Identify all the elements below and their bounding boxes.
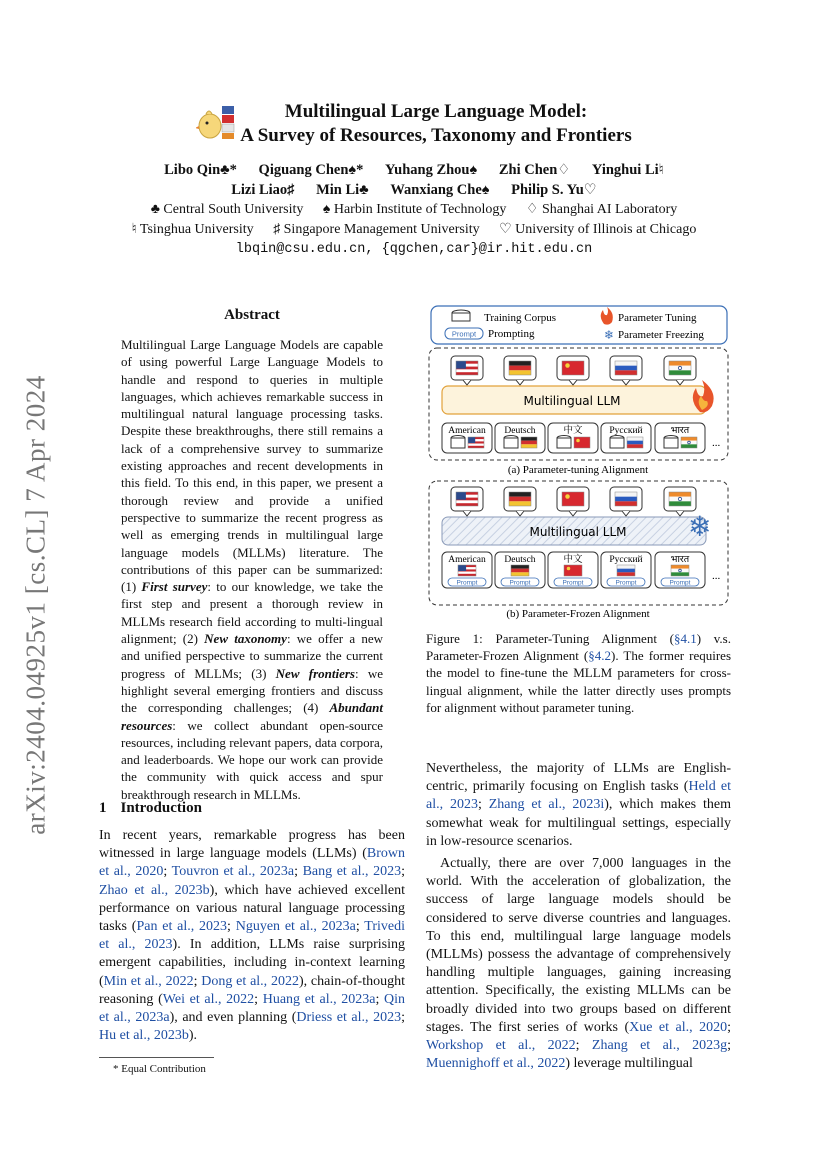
section-heading [99, 800, 202, 817]
citation-link[interactable]: Muennighoff et al., 2022 [426, 1056, 566, 1072]
author: Qiguang Chen♠* [258, 162, 364, 178]
corpus-icon [610, 436, 624, 449]
flag-us-icon [468, 437, 484, 448]
speech-bubble [504, 487, 536, 516]
author: Yuhang Zhou♠ [384, 162, 478, 178]
arxiv-stamp [14, 370, 58, 840]
corpus-icon [504, 436, 518, 449]
flag-cn-icon [564, 565, 582, 576]
prompt-tag-label: Prompt [669, 579, 691, 587]
legend-tuning-label: Parameter Tuning [618, 312, 697, 324]
author: Wanxiang Che♠ [390, 182, 490, 198]
flag-us-icon [456, 492, 478, 506]
title-line-1: Multilingual Large Language Model: [284, 101, 588, 122]
language-label: Deutsch [504, 555, 536, 565]
citation-link[interactable]: Held et al., 2023 [426, 779, 731, 813]
language-card [442, 552, 492, 588]
subcaption-a: (a) Parameter-tuning Alignment [507, 464, 649, 476]
abstract-emph: Abundant resources [121, 700, 383, 733]
abstract-run: : we collect abundant open-source resources, including relevant papers, data corpora, and leaderboards. We hope our work can provide the community with quick access and spur breakthrough research in MLLMs. [121, 717, 383, 802]
snowflake-icon: ❄ [604, 328, 615, 342]
flag-us-icon [456, 361, 478, 375]
authors-line-1 [80, 160, 748, 180]
affiliations-line-1 [80, 200, 748, 220]
citation-link[interactable]: Qin et al., 2023a [99, 991, 406, 1026]
abstract-emph: New taxonomy [204, 631, 287, 647]
language-label: Deutsch [504, 426, 536, 436]
legend-prompting-label: Prompting [488, 328, 535, 340]
speech-bubble [610, 487, 642, 516]
citation-link[interactable]: Huang et al., 2023a [262, 991, 376, 1007]
abstract-emph: First survey [141, 579, 208, 595]
language-card [548, 423, 598, 453]
speech-bubble [504, 356, 536, 385]
citation-link[interactable]: Wei et al., 2022 [162, 991, 255, 1007]
title-line-2: A Survey of Resources, Taxonomy and Frontiers [240, 125, 632, 146]
prompt-tag [607, 578, 645, 587]
speech-bubble [451, 356, 483, 385]
speech-bubble [557, 356, 589, 385]
flag-de-icon [521, 437, 537, 448]
prompt-tag-label: Prompt [562, 579, 584, 587]
citation-link[interactable]: Nguyen et al., 2023a [235, 919, 356, 935]
speech-bubble [610, 356, 642, 385]
legend-prompt-tag: Prompt [451, 329, 477, 339]
author: Zhi Chen♢ [498, 162, 571, 178]
llm-label: Multilingual LLM [529, 525, 627, 539]
citation-link[interactable]: Xue et al., 2020 [629, 1019, 728, 1035]
prompt-tag [554, 578, 592, 587]
author-emails: lbqin@csu.edu.cn, {qgchen,car}@ir.hit.edu.cn [235, 242, 593, 257]
language-card [655, 423, 705, 453]
author: Philip S. Yu♡ [511, 182, 597, 198]
speech-bubble [557, 487, 589, 516]
section-title: Introduction [120, 800, 202, 816]
authors-line-2 [80, 180, 748, 200]
language-card [655, 552, 705, 588]
language-label: Русский [609, 426, 643, 436]
citation-link[interactable]: Brown et al., 2020 [99, 846, 405, 880]
affiliation: ♯ Singapore Management University [273, 222, 480, 237]
flag-ru-icon [617, 565, 635, 576]
footnote: * Equal Contribution [113, 1063, 206, 1075]
citation-link[interactable]: Dong et al., 2022 [201, 973, 299, 989]
corpus-icon [451, 436, 465, 449]
footnote-rule [99, 1057, 214, 1058]
affiliation: ♢ Shanghai AI Laboratory [525, 202, 678, 217]
abstract-emph: New frontiers [275, 665, 355, 681]
ellipsis: ... [712, 437, 721, 449]
citation-link[interactable]: Trivedi et al., 2023 [99, 919, 405, 953]
abstract-run: : we offer a new and unified perspective to summarize the current progress of MLLMs; (3) [121, 631, 383, 681]
subcaption-b: (b) Parameter-Frozen Alignment [506, 608, 650, 620]
abstract-run: Multilingual Large Language Models are capable of using powerful Large Language Models to handle and respond to queries in multiple languages, which achieves remarkable success in multilingual natural language processing tasks. Despite these breakthroughs, there still remains a lack of a comprehensive survey to summarize existing approaches and recent developments in this field. To this end, in this paper, we present a thorough review and provide a unified perspective to summarize the recent progress as well as emerging trends in multilingual large language models (MLLMs) literature. The contributions of this paper can be summarized: (1) [121, 337, 383, 595]
citation-link[interactable]: Bang et al., 2023 [302, 864, 402, 880]
flag-ru-icon [615, 361, 637, 375]
flag-ru-icon [627, 437, 643, 448]
paper-header [80, 100, 748, 260]
citation-link[interactable]: Zhao et al., 2023b [99, 882, 210, 898]
paragraph: Nevertheless, the majority of LLMs are English-centric, primarily focusing on English tasks (Held et al., 2023; Zhang et al., 2023i), which makes them somewhat weak for multilingual settings, especially in low-resource scenarios. [426, 761, 731, 849]
panel-parameter-tuning [429, 348, 728, 476]
affiliation: ♮ Tsinghua University [131, 222, 254, 237]
author: Lizi Liao♯ [231, 182, 295, 198]
prompt-tag-label: Prompt [456, 579, 478, 587]
section-ref-link[interactable]: §4.2 [588, 648, 611, 664]
language-row-a [442, 423, 705, 453]
speech-bubble [664, 356, 696, 385]
language-card [548, 552, 598, 588]
author: Yinghui Li♮ [591, 162, 664, 178]
flag-de-icon [511, 565, 529, 576]
abstract-run: : we highlight several emerging frontiers and discuss the corresponding challenges; (4) [121, 665, 383, 716]
right-column-body [426, 760, 731, 1073]
flag-cn-icon [562, 492, 584, 506]
flag-de-icon [509, 492, 531, 506]
corpus-icon [664, 436, 678, 449]
flag-us-icon [458, 565, 476, 576]
language-label: भारत [670, 426, 690, 436]
language-label: Русский [609, 555, 643, 565]
citation-link[interactable]: Workshop et al., 2022 [426, 1038, 576, 1054]
affiliation: ♣ Central South University [150, 202, 304, 217]
language-card [601, 552, 651, 588]
prompt-tag-label: Prompt [615, 579, 637, 587]
affiliation: ♠ Harbin Institute of Technology [322, 202, 507, 217]
legend-freezing-label: Parameter Freezing [618, 329, 704, 341]
panel-parameter-frozen [429, 481, 728, 620]
flag-row-top [451, 487, 696, 517]
flag-row-top [451, 356, 696, 386]
flag-cn-icon [574, 437, 590, 448]
language-label: भारत [670, 555, 690, 565]
author: Min Li♣ [316, 182, 369, 198]
flag-in-icon [669, 492, 691, 506]
citation-link[interactable]: Hu et al., 2023b [99, 1028, 189, 1044]
llm-label: Multilingual LLM [523, 394, 621, 408]
author: Libo Qin♣* [164, 162, 237, 178]
language-card [495, 552, 545, 588]
citation-link[interactable]: Touvron et al., 2023a [171, 864, 295, 880]
figure-legend [431, 306, 727, 344]
abstract-text [121, 336, 383, 803]
prompt-tag [448, 578, 486, 587]
citation-link[interactable]: Zhang et al., 2023i [488, 797, 605, 813]
citation-link[interactable]: Zhang et al., 2023g [591, 1038, 728, 1054]
speech-bubble [451, 487, 483, 516]
flag-ru-icon [615, 492, 637, 506]
figure-caption: Figure 1: Parameter-Tuning Alignment (§4.1) v.s. Parameter-Frozen Alignment (§4.2). The former requires the model to fine-tune the MLLM parameters for cross-lingual alignment, while the latter directly uses prompts for alignment without parameter tuning. [426, 631, 732, 715]
language-card [442, 423, 492, 453]
affiliation: ♡ University of Illinois at Chicago [499, 222, 697, 237]
language-label: 中文 [563, 426, 583, 436]
flag-in-icon [681, 437, 697, 448]
flag-in-icon [669, 361, 691, 375]
citation-link[interactable]: Pan et al., 2023 [136, 919, 228, 935]
prompt-tag [661, 578, 699, 587]
ellipsis: ... [712, 570, 721, 582]
citation-link[interactable]: Driess et al., 2023 [296, 1010, 402, 1026]
intro-paragraph: In recent years, remarkable progress has been witnessed in large language models (LLMs) (Brown et al., 2020; Touvron et al., 2023a; Bang et al., 2023; Zhao et al., 2023b), which have achieved excellent performance on various natural language processing tasks (Pan et al., 2023; Nguyen et al., 2023a; Trivedi et al., 2023). In addition, LLMs raise surprising emergent capabilities, including in-context learning (Min et al., 2022; Dong et al., 2022), chain-of-thought reasoning (Wei et al., 2022; Huang et al., 2023a; Qin et al., 2023a), and even planning (Driess et al., 2023; Hu et al., 2023b). [99, 828, 406, 1044]
abstract-run: : to our knowledge, we take the first step and present a thorough review in MLLMs research field according to multi-lingual alignment; (2) [121, 579, 383, 647]
chick-logo-icon [196, 102, 236, 142]
language-label: American [448, 426, 486, 436]
language-row-b [442, 552, 705, 588]
language-card [495, 423, 545, 453]
legend-corpus-label: Training Corpus [484, 312, 557, 324]
section-number: 1 [99, 800, 107, 816]
abstract-heading: Abstract [224, 307, 280, 323]
arxiv-id: arXiv:2404.04925v1 [cs.CL] 7 Apr 2024 [20, 375, 51, 835]
corpus-icon [557, 436, 571, 449]
corpus-icon [452, 310, 470, 321]
paragraph: Actually, there are over 7,000 languages in the world. With the acceleration of globalization, the success of large language models should be considered to serve diverse countries and languages. To this end, multilingual large language models (MLLMs) possess the advantage of comprehensively handling multiple languages, gaining increasing attention. Specifically, the existing MLLMs can be broadly divided into two groups based on different stages. The first series of works (Xue et al., 2020; Workshop et al., 2022; Zhang et al., 2023g; Muennighoff et al., 2022) leverage multilingual [426, 856, 732, 1072]
flag-cn-icon [562, 361, 584, 375]
citation-link[interactable]: Min et al., 2022 [103, 973, 194, 989]
language-label: 中文 [563, 555, 583, 565]
language-card [601, 423, 651, 453]
flag-de-icon [509, 361, 531, 375]
language-label: American [448, 555, 486, 565]
prompt-tag [501, 578, 539, 587]
flag-in-icon [671, 565, 689, 576]
section-ref-link[interactable]: §4.1 [673, 631, 697, 646]
prompt-tag-label: Prompt [509, 579, 531, 587]
snowflake-icon: ❄ [688, 510, 712, 543]
affiliations-line-2 [80, 220, 748, 240]
figure-1 [426, 304, 731, 622]
